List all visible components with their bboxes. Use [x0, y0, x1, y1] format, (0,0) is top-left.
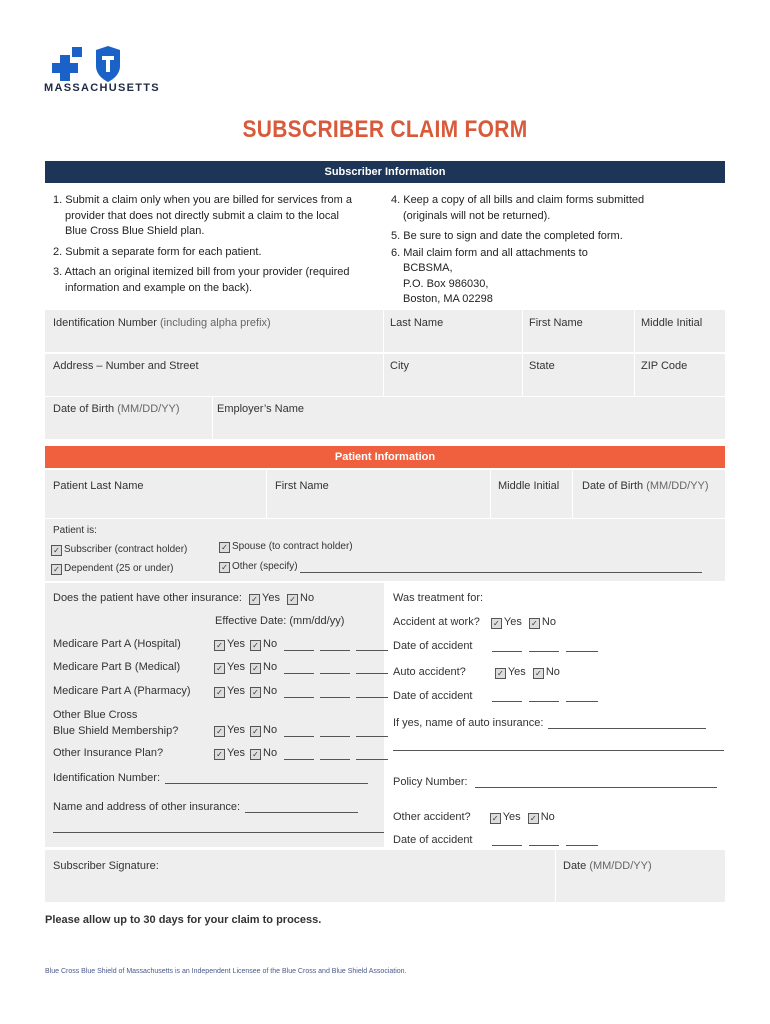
patient-banner: Patient Information [45, 446, 725, 468]
auto-name-input-line-2[interactable] [393, 740, 724, 751]
subscriber-signature-field[interactable]: Subscriber Signature: [53, 860, 159, 872]
yes-label: Yes [262, 592, 280, 604]
other-insurance-question [53, 592, 314, 605]
auto-accident-label: Auto accident? [393, 666, 466, 678]
medicare-pharm-options[interactable] [214, 685, 388, 698]
no-label: No [263, 724, 278, 736]
address-line-3: Boston, MA 02298 [403, 293, 493, 305]
instructions-left [53, 193, 363, 301]
sig-date-sublabel: (MM/DD/YY) [589, 860, 652, 872]
no-label: No [540, 811, 555, 823]
patient-last-name-field[interactable]: Patient Last Name [53, 480, 144, 492]
date-accident-work-field[interactable] [393, 640, 598, 652]
checkbox-icon[interactable]: ✓ [219, 542, 230, 553]
id-label: Identification Number [53, 317, 157, 329]
signature-date-field[interactable] [563, 860, 652, 872]
checkbox-icon[interactable]: ✓ [528, 813, 539, 824]
other-ins-name-field[interactable] [53, 801, 358, 813]
subscriber-state-field[interactable]: State [529, 360, 555, 372]
other-bc-line-1: Other Blue Cross [53, 709, 138, 721]
auto-name-input[interactable] [548, 718, 706, 729]
footer-disclaimer: Blue Cross Blue Shield of Massachusetts is an Independent Licensee of the Blue Cross and Blue Shield Association. [45, 968, 407, 975]
opt-dependent[interactable] [51, 563, 174, 575]
subscriber-zip-field[interactable]: ZIP Code [641, 360, 688, 372]
patient-dob-sublabel: (MM/DD/YY) [646, 480, 709, 492]
checkbox-icon[interactable]: ✓ [250, 687, 261, 698]
auto-accident-field[interactable] [393, 666, 560, 679]
treatment-title: Was treatment for: [393, 592, 484, 604]
checkbox-icon[interactable]: ✓ [250, 663, 261, 674]
patient-name-row [45, 470, 725, 518]
checkbox-icon[interactable]: ✓ [533, 668, 544, 679]
other-bc-options[interactable] [214, 724, 388, 737]
date-input[interactable] [356, 687, 388, 698]
checkbox-icon[interactable]: ✓ [214, 640, 225, 651]
other-id-label: Identification Number: [53, 772, 160, 784]
divider [572, 470, 573, 518]
date-input[interactable] [284, 726, 314, 737]
other-bc-line-2: Blue Shield Membership? [53, 724, 179, 737]
instruction-5: 5. Be sure to sign and date the completed form. [391, 230, 623, 242]
checkbox-icon[interactable]: ✓ [51, 545, 62, 556]
policy-number-field[interactable] [393, 776, 717, 788]
subscriber-dob-field[interactable] [53, 403, 180, 415]
other-ins-name-label: Name and address of other insurance: [53, 801, 241, 813]
date-input[interactable] [566, 835, 598, 846]
subscriber-first-name-field[interactable]: First Name [529, 317, 583, 329]
other-ins-name-input[interactable] [245, 802, 358, 813]
signature-row [45, 850, 725, 902]
form-title: SUBSCRIBER CLAIM FORM [242, 116, 528, 143]
divider [266, 470, 267, 518]
instructions-right [391, 193, 691, 308]
date-input[interactable] [529, 641, 559, 652]
no-label: No [263, 638, 278, 650]
no-label: No [263, 747, 278, 759]
no-label: No [545, 666, 560, 678]
subscriber-address-field[interactable]: Address – Number and Street [53, 360, 199, 372]
instruction-4: 4. Keep a copy of all bills and claim forms submitted (originals will not be returned). [391, 194, 645, 222]
medicare-a-label: Medicare Part A (Hospital) [53, 638, 181, 650]
instruction-1: 1. Submit a claim only when you are billed for services from a provider that does not directly submit a claim to the local Blue Cross Blue Shield plan. [53, 194, 352, 237]
checkbox-icon[interactable]: ✓ [250, 749, 261, 760]
opt-dependent-label: Dependent (25 or under) [64, 563, 174, 574]
date-auto-accident-field[interactable] [393, 690, 598, 702]
id-sublabel: (including alpha prefix) [160, 317, 271, 329]
address-line-2: P.O. Box 986030, [403, 277, 489, 290]
date-input[interactable] [492, 835, 522, 846]
date-input[interactable] [320, 749, 350, 760]
medicare-b-label: Medicare Part B (Medical) [53, 661, 181, 673]
mail-address [391, 261, 691, 308]
patient-is-label: Patient is: [53, 525, 97, 536]
brand-name: MASSACHUSETTS [44, 82, 160, 94]
other-ins-address-input[interactable] [53, 822, 384, 833]
checkbox-icon[interactable]: ✓ [250, 640, 261, 651]
date-input[interactable] [320, 663, 350, 674]
patient-dob-field[interactable] [582, 480, 709, 492]
date-accident-label: Date of accident [393, 690, 473, 702]
other-bc-label [53, 708, 178, 739]
other-ins-label: Does the patient have other insurance: [53, 592, 242, 604]
checkbox-icon[interactable]: ✓ [495, 668, 506, 679]
divider [490, 470, 491, 518]
auto-insurance-name-field[interactable] [393, 717, 706, 729]
date-other-accident-field[interactable] [393, 834, 598, 846]
date-input[interactable] [356, 663, 388, 674]
divider [522, 310, 523, 396]
instruction-3: 3. Attach an original itemized bill from your provider (required information and example on the back). [53, 266, 350, 294]
date-input[interactable] [284, 663, 314, 674]
date-input[interactable] [529, 835, 559, 846]
yes-label: Yes [227, 685, 245, 697]
yes-label: Yes [227, 638, 245, 650]
policy-number-input[interactable] [475, 777, 717, 788]
divider [634, 310, 635, 396]
date-accident-label: Date of accident [393, 640, 473, 652]
date-input[interactable] [529, 691, 559, 702]
date-input[interactable] [356, 726, 388, 737]
yes-label: Yes [227, 661, 245, 673]
sig-date-label: Date [563, 860, 587, 872]
no-label: No [541, 616, 556, 628]
no-label: No [263, 661, 278, 673]
opt-subscriber-label: Subscriber (contract holder) [64, 544, 188, 555]
checkbox-icon[interactable]: ✓ [250, 726, 261, 737]
auto-name-label: If yes, name of auto insurance: [393, 717, 544, 729]
medicare-a-options[interactable] [214, 638, 388, 651]
yes-label: Yes [227, 724, 245, 736]
dob-label: Date of Birth [53, 403, 115, 415]
date-input[interactable] [356, 749, 388, 760]
policy-number-label: Policy Number: [393, 776, 468, 788]
processing-notice: Please allow up to 30 days for your claim to process. [45, 914, 322, 926]
checkbox-icon[interactable]: ✓ [287, 594, 298, 605]
checkbox-icon[interactable]: ✓ [219, 562, 230, 573]
date-accident-label: Date of accident [393, 834, 473, 846]
address-line-1: BCBSMA, [403, 262, 453, 274]
opt-spouse[interactable] [219, 541, 353, 553]
checkbox-icon[interactable]: ✓ [51, 564, 62, 575]
divider [555, 850, 556, 902]
instruction-6: 6. Mail claim form and all attachments to [391, 246, 588, 259]
instruction-2: 2. Submit a separate form for each patient. [53, 245, 262, 258]
date-input[interactable] [284, 749, 314, 760]
yes-label: Yes [503, 616, 522, 628]
yes-label: Yes [227, 747, 245, 759]
yes-label: Yes [502, 811, 521, 823]
date-input[interactable] [320, 640, 350, 651]
other-accident-label: Other accident? [393, 811, 471, 823]
checkbox-icon[interactable]: ✓ [214, 749, 225, 760]
subscriber-middle-initial-field[interactable]: Middle Initial [641, 317, 703, 329]
date-input[interactable] [356, 640, 388, 651]
checkbox-icon[interactable]: ✓ [491, 618, 502, 629]
subscriber-id-field[interactable] [53, 317, 271, 329]
date-input[interactable] [320, 687, 350, 698]
opt-subscriber[interactable] [51, 544, 187, 556]
effective-date-label: Effective Date: (mm/dd/yy) [215, 615, 345, 627]
medicare-b-options[interactable] [214, 661, 388, 674]
other-plan-label: Other Insurance Plan? [53, 747, 164, 759]
other-plan-options[interactable] [214, 747, 388, 760]
date-input[interactable] [492, 641, 522, 652]
employer-name-field[interactable]: Employer’s Name [217, 403, 305, 415]
other-accident-field[interactable] [393, 811, 555, 824]
date-input[interactable] [492, 691, 522, 702]
checkbox-icon[interactable]: ✓ [214, 663, 225, 674]
subscriber-city-field[interactable]: City [390, 360, 409, 372]
opt-other[interactable] [219, 561, 702, 573]
accident-work-label: Accident at work? [393, 616, 480, 628]
subscriber-banner: Subscriber Information [45, 161, 725, 183]
accident-work-field[interactable] [393, 616, 556, 629]
checkbox-icon[interactable]: ✓ [529, 618, 540, 629]
date-input[interactable] [566, 641, 598, 652]
patient-dob-label: Date of Birth [582, 480, 644, 492]
checkbox-icon[interactable]: ✓ [490, 813, 501, 824]
opt-spouse-label: Spouse (to contract holder) [232, 541, 353, 552]
patient-first-name-field[interactable]: First Name [275, 480, 329, 492]
divider [212, 397, 213, 439]
date-input[interactable] [320, 726, 350, 737]
opt-other-label: Other (specify) [232, 561, 298, 572]
no-label: No [300, 592, 315, 604]
date-input[interactable] [566, 691, 598, 702]
other-specify-input[interactable] [300, 562, 702, 573]
date-input[interactable] [284, 640, 314, 651]
yes-label: Yes [507, 666, 526, 678]
date-input[interactable] [284, 687, 314, 698]
checkbox-icon[interactable]: ✓ [249, 594, 260, 605]
no-label: No [263, 685, 278, 697]
other-id-input[interactable] [165, 773, 368, 784]
subscriber-last-name-field[interactable]: Last Name [390, 317, 444, 329]
divider [383, 310, 384, 396]
checkbox-icon[interactable]: ✓ [214, 726, 225, 737]
medicare-pharm-label: Medicare Part A (Pharmacy) [53, 685, 191, 697]
dob-sublabel: (MM/DD/YY) [117, 403, 180, 415]
other-id-number-field[interactable] [53, 772, 368, 784]
checkbox-icon[interactable]: ✓ [214, 687, 225, 698]
patient-middle-initial-field[interactable]: Middle Initial [498, 480, 560, 492]
